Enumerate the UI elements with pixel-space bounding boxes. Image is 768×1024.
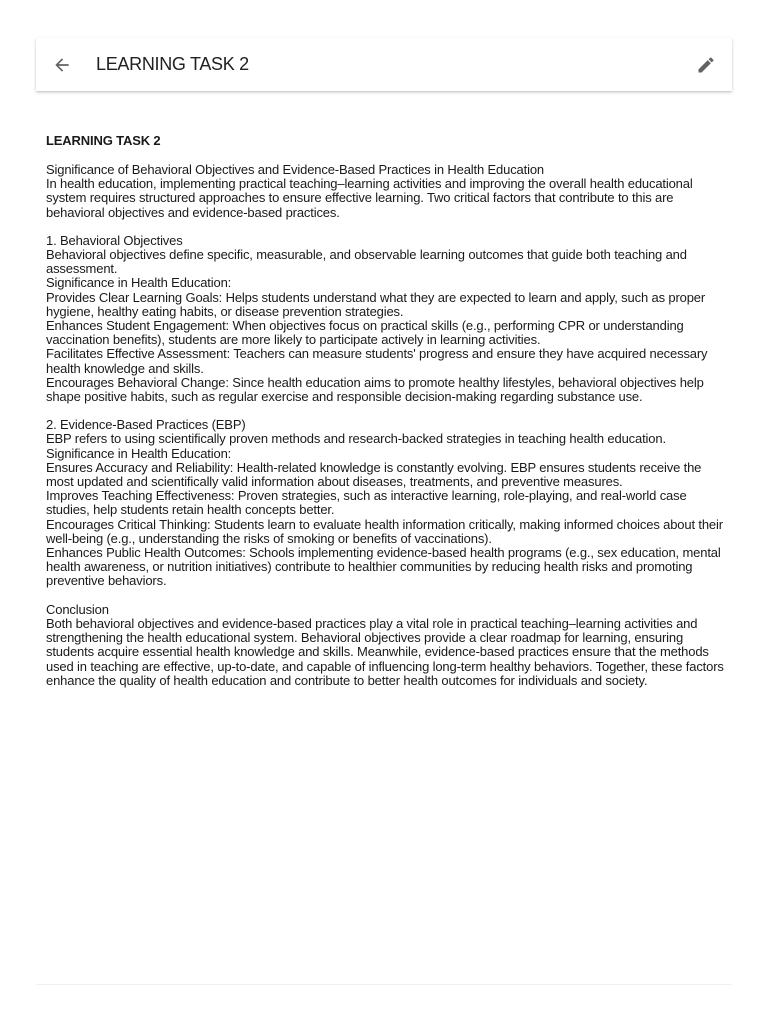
section2-text: EBP refers to using scientifically proven methods and research-backed strategies in teaching health education. bbox=[46, 431, 666, 447]
section1-sub: Significance in Health Education: bbox=[46, 275, 232, 291]
section1-point: Provides Clear Learning Goals: Helps students understand what they are expected to learn and apply, such as proper hygiene, healthy eating habits, or disease prevention strategies. bbox=[46, 289, 709, 319]
document-heading: LEARNING TASK 2 bbox=[46, 133, 161, 148]
bottom-divider bbox=[36, 984, 732, 985]
section1-text: Behavioral objectives define specific, measurable, and observable learning outcomes that guide both teaching and assessment. bbox=[46, 247, 691, 277]
section1-point: Facilitates Effective Assessment: Teachers can measure students' progress and ensure they have acquired necessary health knowledge and skills. bbox=[46, 346, 711, 376]
section2-title: 2. Evidence-Based Practices (EBP) bbox=[46, 417, 246, 433]
section1-title: 1. Behavioral Objectives bbox=[46, 232, 183, 248]
section2-point: Enhances Public Health Outcomes: Schools implementing evidence-based health programs (e.g., sex education, mental health awareness, or nutrition initiatives) contribute to healthier communities by reducing health risks and promoting preventive behaviors. bbox=[46, 545, 725, 589]
intro-title: Significance of Behavioral Objectives and Evidence-Based Practices in Health Education bbox=[46, 162, 544, 177]
pencil-edit-icon bbox=[696, 55, 716, 75]
section2-point: Improves Teaching Effectiveness: Proven strategies, such as interactive learning, role-playing, and real-world case studies, help students retain health concepts better. bbox=[46, 488, 691, 518]
conclusion-title: Conclusion bbox=[46, 601, 109, 617]
edit-button[interactable] bbox=[694, 53, 718, 77]
section1-point: Encourages Behavioral Change: Since health education aims to promote healthy lifestyles, behavioral objectives help shape positive habits, such as regular exercise and responsible decision-making regarding substance use. bbox=[46, 374, 708, 405]
back-button[interactable] bbox=[50, 53, 74, 77]
conclusion-text: Both behavioral objectives and evidence-based practices play a vital role in practical teaching–learning activities and strengthening the health educational system. Behavioral objectives provide a clear roadmap for learning, ensuring students acquire essential health knowledge and skills. Meanwhile, evidence-based practices ensure that the methods used in teaching are effective, up-to-date, and capable of influencing long-term healthy behaviors. Together, these factors enhance the quality of health education and contribute to better health outcomes for individuals and society. bbox=[46, 615, 728, 688]
intro-text: In health education, implementing practical teaching–learning activities and improving the overall health educational system requires structured approaches to ensure effective learning. Two critical factors that contribute to this are behavioral objectives and evidence-based practices. bbox=[46, 176, 697, 220]
document-body bbox=[46, 133, 726, 688]
app-bar bbox=[36, 38, 732, 91]
section2-point: Encourages Critical Thinking: Students learn to evaluate health information critically, making informed choices about their well-being (e.g., understanding the risks of smoking or benefits of vaccinations). bbox=[46, 516, 727, 546]
arrow-back-icon bbox=[52, 55, 72, 75]
section2-sub: Significance in Health Education: bbox=[46, 445, 232, 461]
section2-point: Ensures Accuracy and Reliability: Health-related knowledge is constantly evolving. EBP ensures students receive the most updated and scientifically valid information about diseases, treatments, and preventive measures. bbox=[46, 459, 705, 490]
section1-point: Enhances Student Engagement: When objectives focus on practical skills (e.g., performing CPR or understanding vaccination benefits), students are more likely to participate actively in learning activities. bbox=[46, 318, 688, 348]
page-title: LEARNING TASK 2 bbox=[96, 54, 249, 74]
